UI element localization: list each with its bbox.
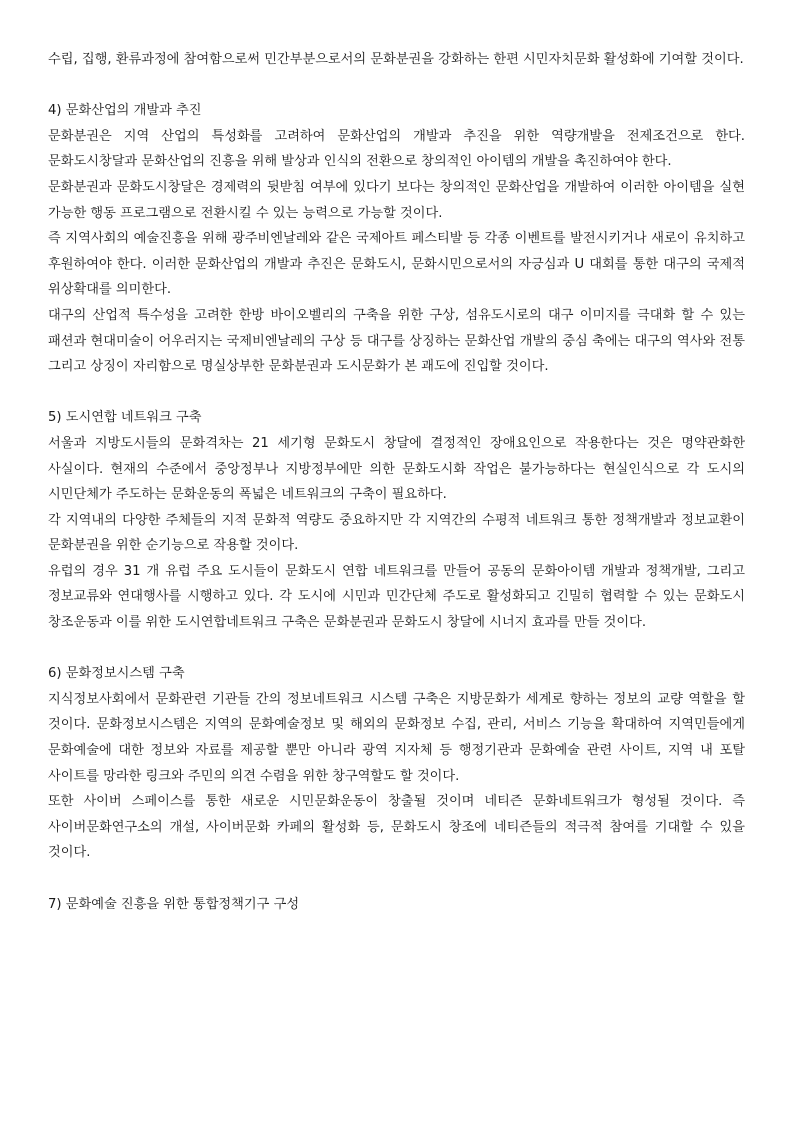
section-info-system (48, 661, 745, 866)
paragraph: 문화분권과 문화도시창달은 경제력의 뒷받침 여부에 있다기 보다는 창의적인 문화산업을 개발하여 이러한 아이템을 실현 가능한 행동 프로그램으로 전환시킬 수 있는 능력으로 가능할 것이다. (48, 179, 745, 221)
paragraph: 대구의 산업적 특수성을 고려한 한방 바이오벨리의 구축을 위한 구상, 섬유도시로의 대구 이미지를 극대화 할 수 있는 패션과 현대미술이 어우러지는 국제비엔날레의 구상 등 대구를 상징하는 문화산업 개발의 중심 축에는 대구의 역사와 전통 그리고 상징이 자리함으로 명실상부한 문화분권과 도시문화가 본 괘도에 진입할 것이다. (48, 307, 745, 375)
section-policy-body (48, 892, 745, 918)
paragraph: 수립, 집행, 환류과정에 참여함으로써 민간부분으로서의 문화분권을 강화하는 한편 시민자치문화 활성화에 기여할 것이다. (48, 52, 744, 67)
section-heading: 4) 문화산업의 개발과 추진 (48, 103, 202, 119)
paragraph: 지식정보사회에서 문화관련 기관들 간의 정보네트워크 시스템 구축은 지방문화가 세계로 향하는 정보의 교량 역할을 할 것이다. 문화정보시스템은 지역의 문화예술정보 및 해외의 문화정보 수집, 관리, 서비스 기능을 확대하여 지역민들에게 문화예술에 대한 정보와 자료를 제공할 뿐만 아니라 광역 지자체 등 행정기관과 문화예술 관련 사이트, 지역 내 포탈 사이트를 망라한 링크와 주민의 의견 수렴을 위한 창구역할도 할 것이다. (48, 691, 745, 784)
section-cultural-industry (48, 98, 745, 380)
section-intro (48, 47, 745, 73)
section-heading: 6) 문화정보시스템 구축 (48, 666, 185, 682)
paragraph: 유럽의 경우 31 개 유럽 주요 도시들이 문화도시 연합 네트워크를 만들어 공동의 문화아이템 개발과 정책개발, 그리고 정보교류와 연대행사를 시행하고 있다. 각 도시에 시민과 민간단체 주도로 활성화되고 긴밀히 협력할 수 있는 문화도시 창조운동과 이를 위한 도시연합네트워크 구축은 문화분권과 문화도시 창달에 시너지 효과를 만들 것이다. (48, 563, 745, 631)
paragraph: 즉 지역사회의 예술진흥을 위해 광주비엔날레와 같은 국제아트 페스티발 등 각종 이벤트를 발전시키거나 새로이 유치하고 후원하여야 한다. 이러한 문화산업의 개발과 추진은 문화도시, 문화시민으로서의 자긍심과 U 대회를 통한 대구의 국제적 위상확대를 의미한다. (48, 231, 745, 298)
paragraph: 문화분권은 지역 산업의 특성화를 고려하여 문화산업의 개발과 추진을 위한 역량개발을 전제조건으로 한다. 문화도시창달과 문화산업의 진흥을 위해 발상과 인식의 전환으로 창의적인 아이템의 개발을 촉진하여야 한다. (48, 128, 745, 170)
section-heading: 5) 도시연합 네트워크 구축 (48, 410, 202, 426)
section-heading: 7) 문화예술 진흥을 위한 통합정책기구 구성 (48, 896, 300, 912)
document-body (48, 47, 745, 943)
paragraph: 각 지역내의 다양한 주체들의 지적 문화적 역량도 중요하지만 각 지역간의 수평적 네트워크 통한 정책개발과 정보교환이 문화분권을 위한 순기능으로 작용할 것이다. (48, 512, 745, 554)
paragraph: 또한 사이버 스페이스를 통한 새로운 시민문화운동이 창출될 것이며 네티즌 문화네트워크가 형성될 것이다. 즉 사이버문화연구소의 개설, 사이버문화 카페의 활성화 등, 문화도시 창조에 네티즌들의 적극적 참여를 기대할 수 있을 것이다. (48, 794, 745, 861)
section-city-network (48, 405, 745, 635)
paragraph: 서울과 지방도시들의 문화격차는 21 세기형 문화도시 창달에 결정적인 장애요인으로 작용한다는 것은 명약관화한 사실이다. 현재의 수준에서 중앙정부나 지방정부에만 의한 문화도시화 작업은 불가능하다는 현실인식으로 각 도시의 시민단체가 주도하는 문화운동의 폭넓은 네트워크의 구축이 필요하다. (48, 435, 745, 503)
